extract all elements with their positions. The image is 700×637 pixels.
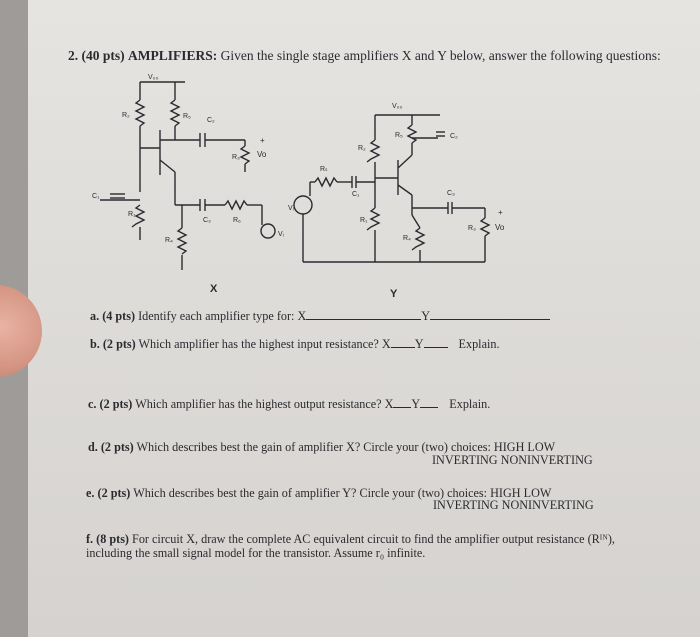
y-r5-label: R₅ — [395, 132, 403, 139]
part-a-text: Identify each amplifier type for: X — [138, 309, 307, 323]
x-r5-label: R₅ — [183, 113, 191, 120]
part-f-text: For circuit X, draw the complete AC equivalent circuit to find the amplifier output resistance (Rᴵᴺ), — [132, 532, 615, 546]
x-r4-label: R₄ — [165, 237, 173, 244]
part-b: b. (2 pts) Which amplifier has the highest input resistance? X Y Explain. — [90, 337, 500, 351]
question-text: Given the single stage amplifiers X and Y below, answer the following questions: — [220, 48, 661, 63]
question-heading: AMPLIFIERS: — [128, 48, 218, 63]
y-r2-label: R₂ — [358, 145, 366, 152]
part-d-text: Which describes best the gain of amplifier X? Circle your (two) choices: HIGH LOW — [136, 440, 556, 454]
y-circuit-name: Y — [390, 288, 398, 300]
part-f-line2: including the small signal model for the transistor. Assume r₀ infinite. — [86, 546, 426, 560]
question-number: 2. — [68, 48, 79, 63]
part-a-x-blank[interactable] — [306, 308, 421, 320]
part-e-text: Which describes best the gain of amplifier Y? Circle your (two) choices: HIGH LOW — [133, 486, 552, 500]
x-r3-resistor — [241, 146, 249, 164]
part-d-choices: INVERTING NONINVERTING — [432, 453, 593, 467]
y-r3-resistor — [481, 218, 489, 236]
x-vi-source — [261, 224, 275, 238]
part-c-text: Which amplifier has the highest output resistance? X — [135, 397, 394, 411]
part-a: a. (4 pts) Identify each amplifier type for: X Y — [90, 308, 550, 324]
part-e: e. (2 pts) Which describes best the gain of amplifier Y? Circle your (two) choices: HIGH LOW — [86, 486, 552, 500]
x-vo-label: Vo — [257, 150, 267, 159]
svg-text:+: + — [498, 208, 503, 217]
svg-text:+: + — [260, 136, 265, 145]
part-c: c. (2 pts) Which amplifier has the highest output resistance? X Y Explain. — [88, 397, 491, 411]
y-rs-label: Rₛ — [320, 166, 328, 173]
x-r2-label: R₂ — [122, 112, 130, 119]
y-r3-label: R₃ — [468, 225, 476, 232]
part-c-y-blank[interactable] — [420, 396, 438, 408]
y-r5-resistor — [408, 125, 416, 143]
x-c1-label: C₁ — [92, 193, 100, 200]
x-r3-label: R₃ — [232, 154, 240, 161]
part-b-text: Which amplifier has the highest input resistance? X — [138, 337, 391, 351]
y-c3-label: C₃ — [447, 190, 455, 197]
x-r2-resistor — [136, 100, 144, 126]
x-r6-resistor — [225, 201, 247, 209]
part-c-x-blank[interactable] — [393, 396, 411, 408]
circuit-x — [92, 74, 284, 295]
y-r1-label: R₁ — [360, 217, 368, 224]
part-a-y-blank[interactable] — [430, 308, 550, 320]
x-circuit-name: X — [210, 283, 218, 295]
y-rs-resistor — [315, 178, 337, 186]
part-d: d. (2 pts) Which describes best the gain of amplifier X? Circle your (two) choices: HIGH LOW — [88, 440, 556, 454]
y-r1-resistor — [367, 208, 379, 230]
y-r4-label: R₄ — [403, 235, 411, 242]
y-vi-source — [294, 196, 312, 214]
y-vi-label: Vᵢ — [288, 205, 294, 212]
y-c1-label: C₁ — [352, 191, 360, 198]
part-b-x-blank[interactable] — [391, 336, 415, 348]
x-r1-label: R₁ — [128, 211, 136, 218]
x-r4-resistor — [178, 228, 186, 254]
x-c2-label: C₂ — [207, 117, 215, 124]
y-vo-label: Vo — [495, 223, 505, 232]
question-points: (40 pts) — [81, 48, 125, 63]
y-c2-label: C₂ — [450, 133, 458, 140]
x-r6-label: R₆ — [233, 217, 241, 224]
circuit-y — [288, 103, 505, 300]
y-vdd-label: V₀₀ — [392, 103, 403, 110]
x-c3-label: C₃ — [203, 217, 211, 224]
x-vdd-label: V₀₀ — [148, 74, 159, 81]
part-e-choices: INVERTING NONINVERTING — [433, 498, 594, 512]
y-r4-resistor — [412, 228, 424, 250]
x-r5-resistor — [171, 100, 179, 126]
y-r2-resistor — [367, 140, 379, 162]
x-vi-label: Vᵢ — [278, 231, 284, 238]
part-f: f. (8 pts) For circuit X, draw the complete AC equivalent circuit to find the amplifier output resistance (Rᴵᴺ), — [86, 532, 615, 546]
part-b-y-blank[interactable] — [424, 336, 448, 348]
